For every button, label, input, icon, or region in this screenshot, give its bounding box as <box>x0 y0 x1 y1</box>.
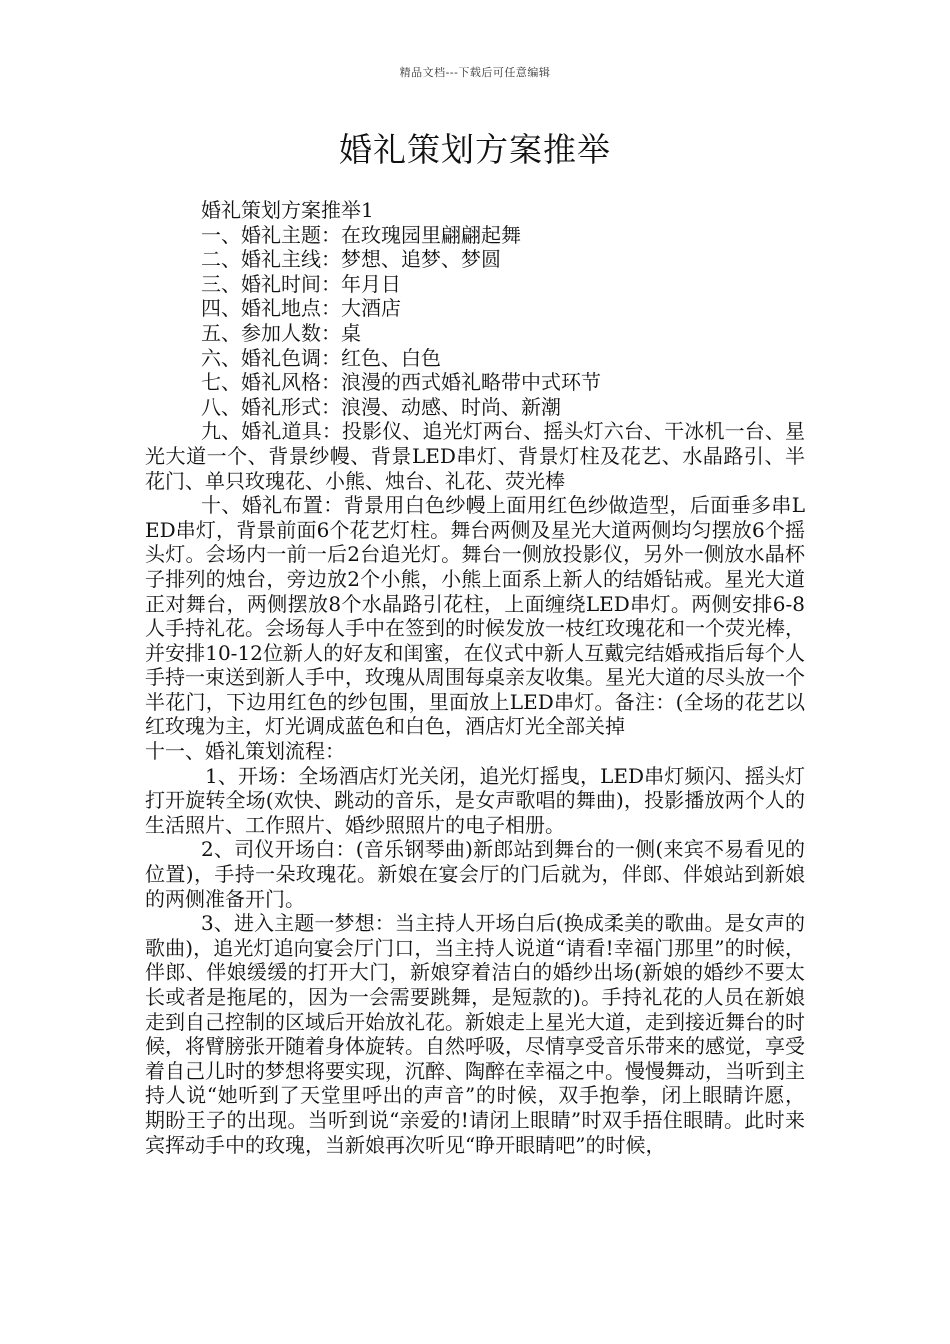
process-step-2: 2、司仪开场白：(音乐钢琴曲)新郎站到舞台的一侧(来宾不易看见的位置)，手持一朵玫瑰花。新娘在宴会厅的门后就为，伴郎、伴娘站到新娘的两侧准备开门。 <box>145 837 805 911</box>
item-theme: 一、婚礼主题：在玫瑰园里翩翩起舞 <box>201 222 521 247</box>
page-header: 精品文档---下载后可任意编辑 <box>399 66 551 79</box>
item-time: 三、婚礼时间：年月日 <box>201 271 401 296</box>
item-location: 四、婚礼地点：大酒店 <box>201 296 401 321</box>
process-step-3: 3、进入主题一梦想：当主持人开场白后(换成柔美的歌曲。是女声的歌曲)，追光灯追向宴会厅门口，当主持人说道“请看!幸福门那里”的时候，伴郎、伴娘缓缓的打开大门，新娘穿着洁白的婚纱出场(新娘的婚纱不要太长或者是拖尾的，因为一会需要跳舞，是短款的)。手持礼花的人员在新娘走到自己控制的区域后开始放礼花。新娘走上星光大道，走到接近舞台的时候，将臂膀张开随着身体旋转。自然呼吸，尽情享受音乐带来的感觉，享受着自己儿时的梦想将要实现，沉醉、陶醉在幸福之中。慢慢舞动，当听到主持人说“她听到了天堂里呼出的声音”的时候，双手抱拳，闭上眼睛许愿，期盼王子的出现。当听到说“亲爱的!请闭上眼睛”时双手捂住眼睛。此时来宾挥动手中的玫瑰，当新娘再次听见“睁开眼睛吧”的时候， <box>145 911 805 1157</box>
item-style: 七、婚礼风格：浪漫的西式婚礼略带中式环节 <box>201 370 601 395</box>
document-body <box>145 198 805 1157</box>
item-process-heading: 十一、婚礼策划流程： <box>145 739 345 764</box>
item-props: 九、婚礼道具：投影仪、追光灯两台、摇头灯六台、干冰机一台、星光大道一个、背景纱幔、背景LED串灯、背景灯柱及花艺、水晶路引、半花门、单只玫瑰花、小熊、烛台、礼花、荧光棒 <box>145 419 805 493</box>
item-decoration: 十、婚礼布置：背景用白色纱幔上面用红色纱做造型，后面垂多串LED串灯，背景前面6个花艺灯柱。舞台两侧及星光大道两侧均匀摆放6个摇头灯。会场内一前一后2台追光灯。舞台一侧放投影仪，另外一侧放水晶杯子排列的烛台，旁边放2个小熊，小熊上面系上新人的结婚钻戒。星光大道正对舞台，两侧摆放8个水晶路引花柱，上面缠绕LED串灯。两侧安排6-8人手持礼花。会场每人手中在签到的时候发放一枝红玫瑰花和一个荧光棒，并安排10-12位新人的好友和闺蜜，在仪式中新人互戴完结婚戒指后每个人手持一束送到新人手中，玫瑰从周围每桌亲友收集。星光大道的尽头放一个半花门，下边用红色的纱包围，里面放上LED串灯。备注：(全场的花艺以红玫瑰为主，灯光调成蓝色和白色，酒店灯光全部关掉 <box>145 493 805 739</box>
section-heading: 婚礼策划方案推举1 <box>201 198 374 222</box>
item-attendees: 五、参加人数：桌 <box>201 320 361 345</box>
process-step-1: 1、开场：全场酒店灯光关闭，追光灯摇曳，LED串灯频闪、摇头灯打开旋转全场(欢快、跳动的音乐，是女声歌唱的舞曲)，投影播放两个人的生活照片、工作照片、婚纱照照片的电子相册。 <box>145 763 805 837</box>
item-format: 八、婚礼形式：浪漫、动感、时尚、新潮 <box>201 394 561 419</box>
item-colors: 六、婚礼色调：红色、白色 <box>201 345 441 370</box>
document-title: 婚礼策划方案推举 <box>339 130 611 169</box>
item-mainline: 二、婚礼主线：梦想、追梦、梦圆 <box>201 247 501 272</box>
